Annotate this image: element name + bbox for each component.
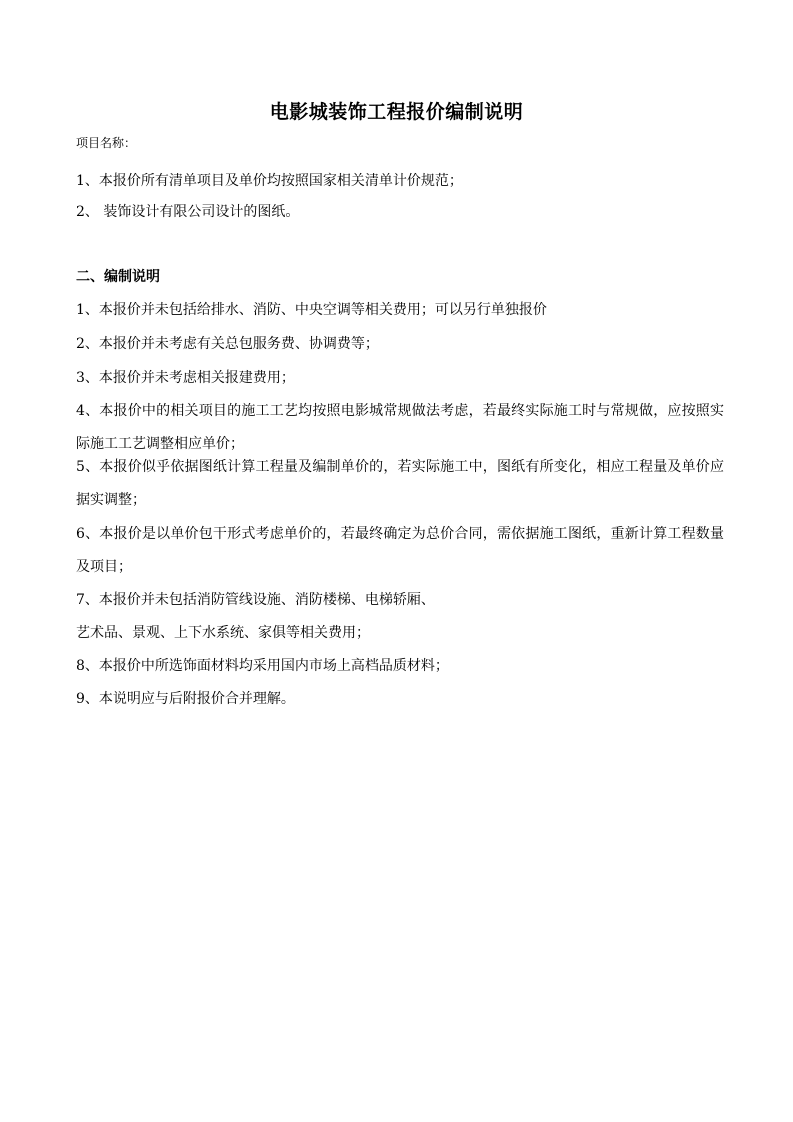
- list-item-2: 2、本报价并未考虑有关总包服务费、协调费等；: [76, 336, 379, 352]
- list-item-1: 1、本报价并未包括给排水、消防、中央空调等相关费用；可以另行单独报价: [76, 302, 547, 318]
- project-name-label: 项目名称：: [76, 136, 137, 150]
- list-item-9: 9、本说明应与后附报价合并理解。: [76, 691, 295, 707]
- list-item-7: 7、本报价并未包括消防管线设施、消防楼梯、电梯轿厢、: [76, 592, 435, 608]
- list-item-5: 5、本报价似乎依据图纸计算工程量及编制单价的，若实际施工中，图纸有所变化，相应工程量及单价应据实调整；: [76, 459, 724, 508]
- intro-item-2: 2、 装饰设计有限公司设计的图纸。: [76, 204, 300, 220]
- intro-item-1: 1、本报价所有清单项目及单价均按照国家相关清单计价规范；: [76, 173, 463, 189]
- section-heading: 二、编制说明: [76, 269, 160, 285]
- list-item-6: 6、本报价是以单价包干形式考虑单价的，若最终确定为总价合同，需依据施工图纸，重新计算工程数量及项目；: [76, 526, 724, 575]
- list-item-4: 4、本报价中的相关项目的施工工艺均按照电影城常规做法考虑，若最终实际施工时与常规做，应按照实际施工工艺调整相应单价；: [76, 403, 724, 452]
- list-item-7-continued: 艺术品、景观、上下水系统、家俱等相关费用；: [76, 625, 370, 641]
- document-title: 电影城装饰工程报价编制说明: [269, 101, 524, 123]
- list-item-3: 3、本报价并未考虑相关报建费用；: [76, 370, 295, 386]
- list-item-8: 8、本报价中所选饰面材料均采用国内市场上高档品质材料；: [76, 658, 449, 674]
